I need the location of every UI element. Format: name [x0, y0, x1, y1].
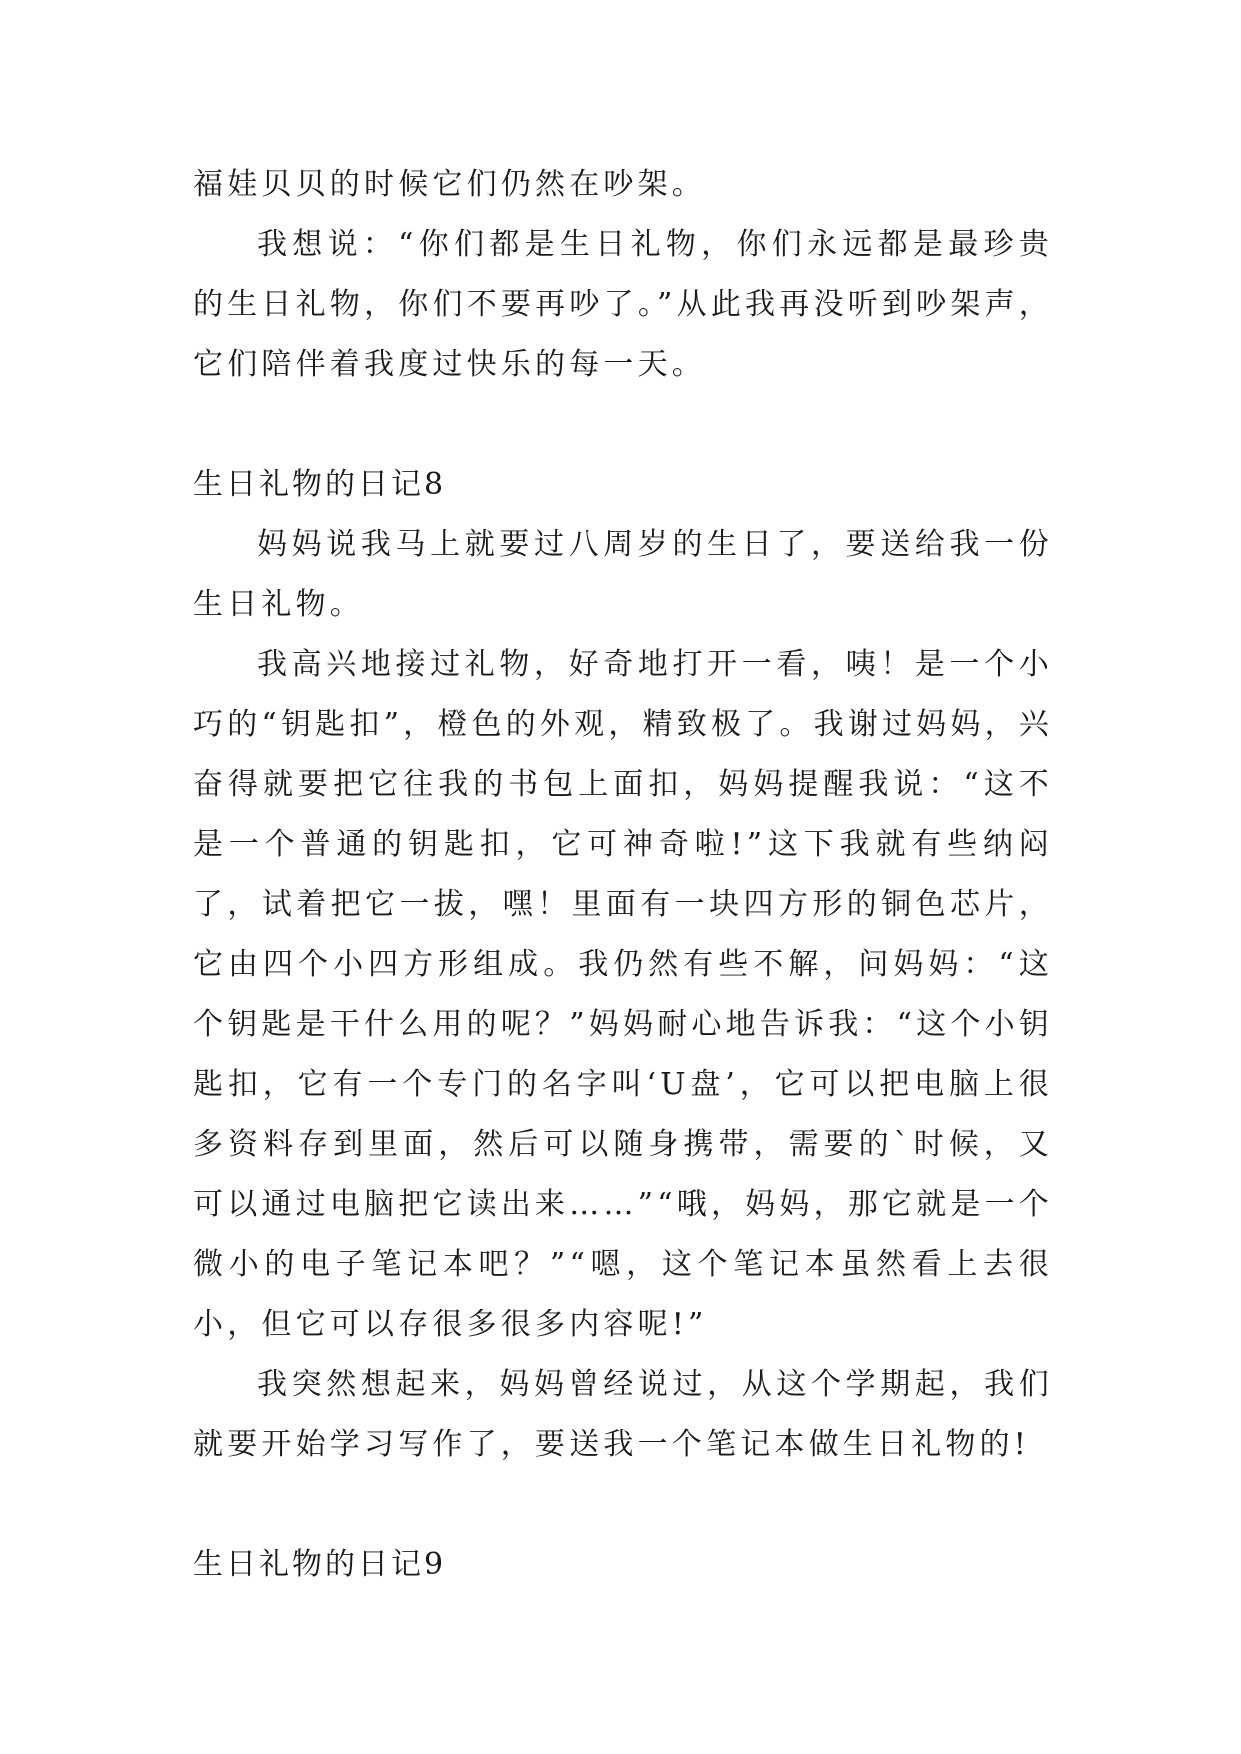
paragraph: 我高兴地接过礼物，好奇地打开一看，咦！是一个小巧的“钥匙扣”，橙色的外观，精致极了。我谢过妈妈，兴奋得就要把它往我的书包上面扣，妈妈提醒我说：“这不是一个普通的钥匙扣，它可神奇啦!”这下我就有些纳闷了，试着把它一拔，嘿！里面有一块四方形的铜色芯片，它由四个小四方形组成。我仍然有些不解，问妈妈：“这个钥匙是干什么用的呢？”妈妈耐心地告诉我：“这个小钥匙扣，它有一个专门的名字叫‘U盘’，它可以把电脑上很多资料存到里面，然后可以随身携带，需要的`时候，又可以通过电脑把它读出来……”“哦，妈妈，那它就是一个微小的电子笔记本吧？”“嗯，这个笔记本虽然看上去很小，但它可以存很多很多内容呢!” [193, 647, 1053, 1342]
paragraph: 妈妈说我马上就要过八周岁的生日了，要送给我一份生日礼物。 [193, 527, 1053, 622]
section-heading-8: 生日礼物的日记8 [193, 467, 447, 502]
section-heading-9: 生日礼物的日记9 [193, 1547, 447, 1582]
paragraph: 我想说：“你们都是生日礼物，你们永远都是最珍贵的生日礼物，你们不要再吵了。”从此我再没听到吵架声，它们陪伴着我度过快乐的每一天。 [193, 227, 1053, 382]
section-spacer [193, 395, 1053, 455]
section-spacer [193, 1475, 1053, 1535]
paragraph-continued: 福娃贝贝的时候它们仍然在吵架。 [193, 167, 706, 202]
document-page [193, 155, 1053, 1595]
paragraph: 我突然想起来，妈妈曾经说过，从这个学期起，我们就要开始学习写作了，要送我一个笔记本做生日礼物的! [193, 1367, 1053, 1462]
